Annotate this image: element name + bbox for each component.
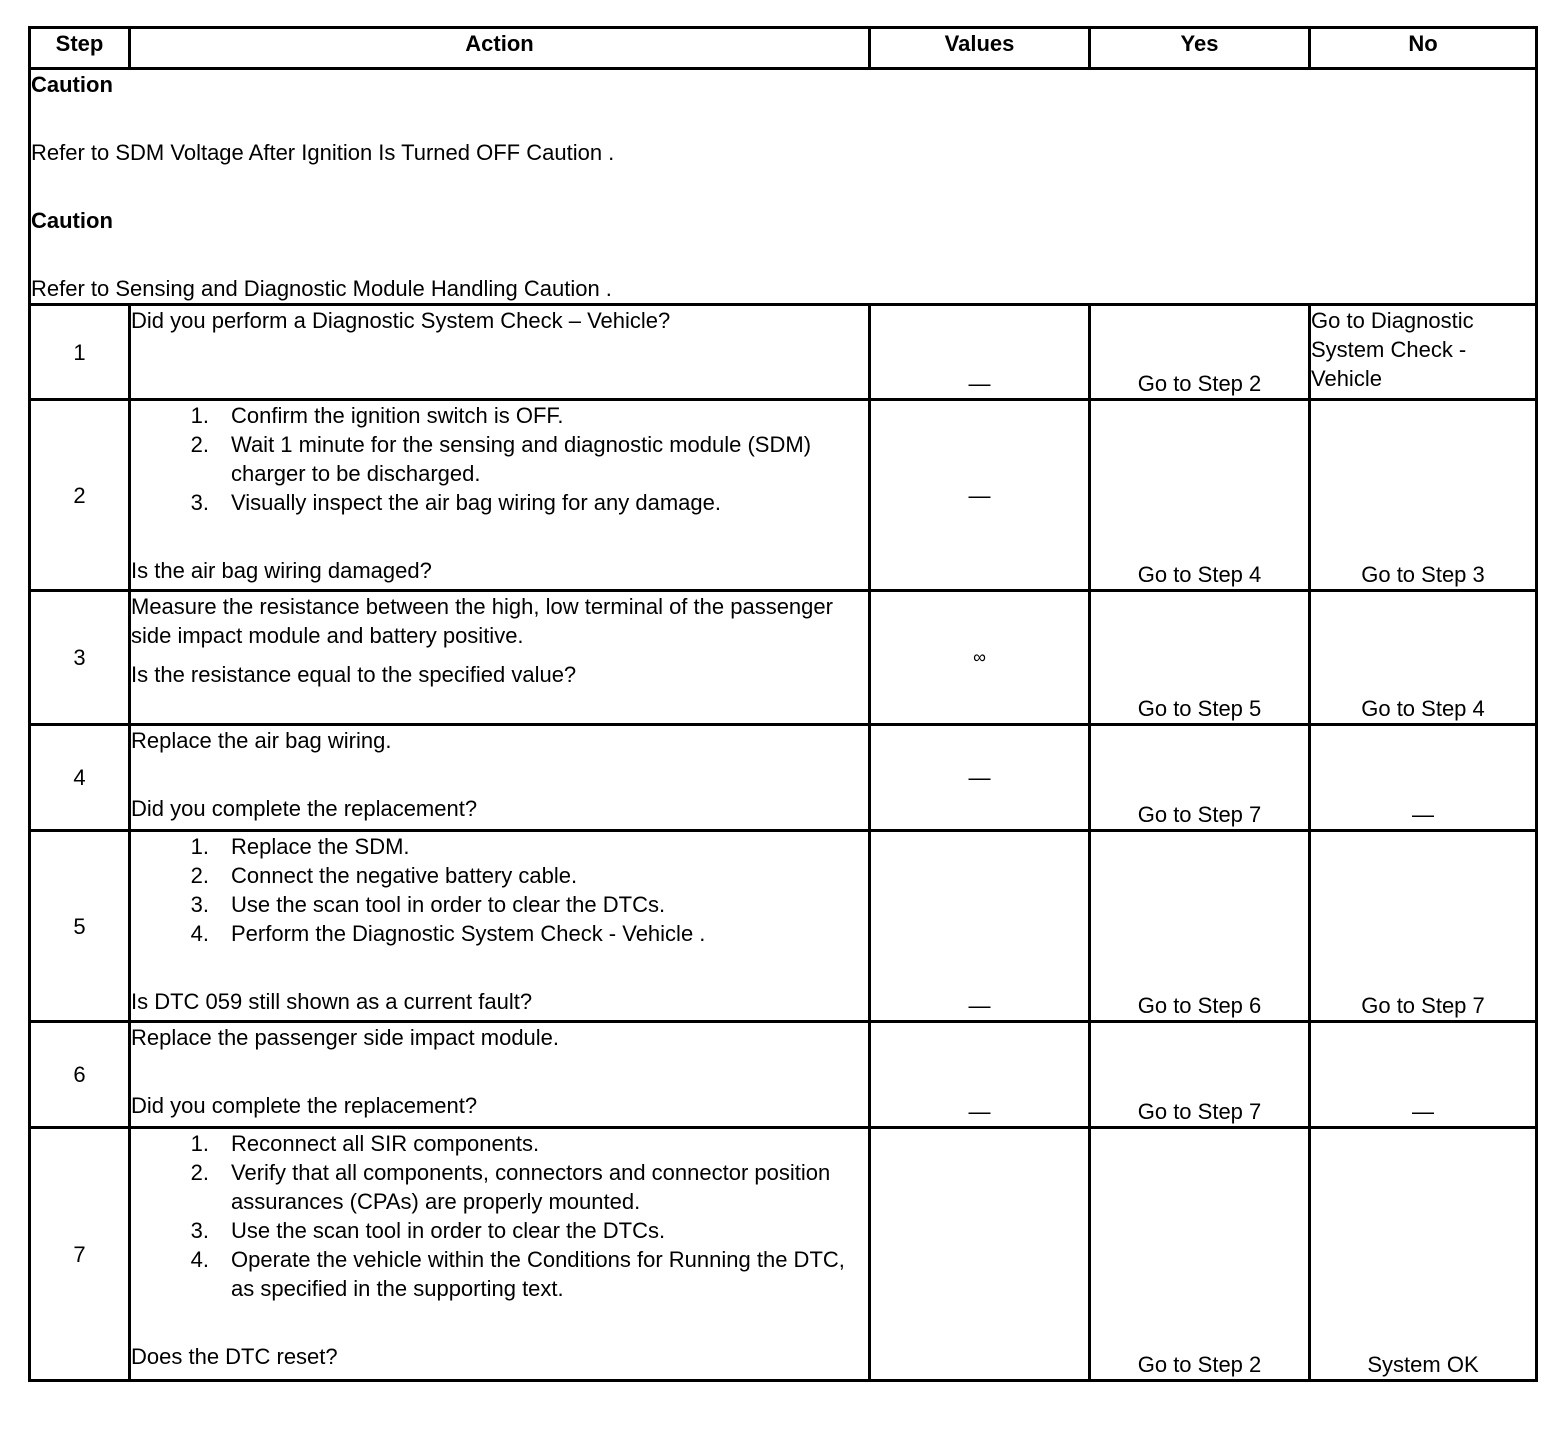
- yes-cell: Go to Step 4: [1091, 401, 1311, 592]
- action-question: Is the resistance equal to the specified value?: [131, 662, 577, 687]
- list-item: 3. Use the scan tool in order to clear the DTCs.: [190, 1218, 666, 1243]
- table-row: [31, 592, 1535, 726]
- header-yes: Yes: [1091, 29, 1311, 70]
- table-row: [31, 1129, 1535, 1379]
- table-row: [31, 306, 1535, 401]
- action-cell: [131, 306, 871, 401]
- action-question: Did you complete the replacement?: [131, 796, 478, 821]
- action-cell: [131, 832, 871, 1023]
- yes-cell: Go to Step 7: [1091, 1023, 1311, 1129]
- yes-cell: Go to Step 2: [1091, 306, 1311, 401]
- list-item: 4. Perform the Diagnostic System Check - Vehicle .: [190, 921, 706, 946]
- caution-text: Refer to Sensing and Diagnostic Module Handling Caution .: [31, 276, 612, 301]
- step-number: 4: [31, 726, 131, 832]
- step-number: 7: [31, 1129, 131, 1379]
- action-cell: [131, 592, 871, 726]
- step-number: 5: [31, 832, 131, 1023]
- caution-cell: [31, 70, 1535, 306]
- yes-cell: Go to Step 7: [1091, 726, 1311, 832]
- action-cell: [131, 401, 871, 592]
- header-step: Step: [31, 29, 131, 70]
- header-row: [31, 29, 1535, 70]
- value-cell: —: [871, 726, 1091, 832]
- action-text: Did you perform a Diagnostic System Check – Vehicle?: [131, 308, 671, 333]
- action-list: [131, 832, 868, 948]
- action-cell: [131, 1129, 871, 1379]
- list-item: 2. Verify that all components, connectors and connector position assurances (CPAs) are properly mounted.: [190, 1160, 831, 1214]
- value-cell: —: [871, 401, 1091, 592]
- action-question: Is DTC 059 still shown as a current fault?: [131, 989, 533, 1014]
- list-item: 2. Connect the negative battery cable.: [190, 863, 578, 888]
- no-cell: —: [1311, 726, 1535, 832]
- header-values: Values: [871, 29, 1091, 70]
- no-cell: Go to Step 4: [1311, 592, 1535, 726]
- table-row: [31, 832, 1535, 1023]
- list-item: 1. Reconnect all SIR components.: [190, 1131, 540, 1156]
- step-number: 1: [31, 306, 131, 401]
- value-cell: —: [871, 1023, 1091, 1129]
- action-text: Replace the passenger side impact module.: [131, 1025, 560, 1050]
- header-action: Action: [131, 29, 871, 70]
- action-text: Measure the resistance between the high, low terminal of the passenger side impact module and battery positive.: [131, 594, 833, 648]
- header-no: No: [1311, 29, 1535, 70]
- list-item: 4. Operate the vehicle within the Conditions for Running the DTC, as specified in the supporting text.: [190, 1247, 845, 1301]
- no-cell: —: [1311, 1023, 1535, 1129]
- no-cell: Go to Diagnostic System Check - Vehicle: [1311, 306, 1535, 401]
- action-cell: [131, 1023, 871, 1129]
- caution-label: Caution: [31, 208, 113, 233]
- list-item: 3. Use the scan tool in order to clear the DTCs.: [190, 892, 666, 917]
- step-number: 6: [31, 1023, 131, 1129]
- value-cell: [871, 1129, 1091, 1379]
- value-cell: —: [871, 832, 1091, 1023]
- yes-cell: Go to Step 5: [1091, 592, 1311, 726]
- action-question: Does the DTC reset?: [131, 1344, 338, 1369]
- action-list: [131, 401, 868, 517]
- yes-cell: Go to Step 2: [1091, 1129, 1311, 1379]
- table-row: [31, 401, 1535, 592]
- step-number: 2: [31, 401, 131, 592]
- action-cell: [131, 726, 871, 832]
- value-cell: —: [871, 306, 1091, 401]
- yes-cell: Go to Step 6: [1091, 832, 1311, 1023]
- caution-text: Refer to SDM Voltage After Ignition Is Turned OFF Caution .: [31, 140, 615, 165]
- table-row: [31, 726, 1535, 832]
- caution-row: [31, 70, 1535, 306]
- list-item: 3. Visually inspect the air bag wiring for any damage.: [190, 490, 721, 515]
- no-cell: Go to Step 3: [1311, 401, 1535, 592]
- action-list: [131, 1129, 868, 1303]
- diagnostic-table: [28, 26, 1538, 1382]
- value-cell: ∞: [871, 592, 1091, 726]
- list-item: 1. Confirm the ignition switch is OFF.: [190, 403, 564, 428]
- list-item: 2. Wait 1 minute for the sensing and diagnostic module (SDM) charger to be discharged.: [190, 432, 812, 486]
- action-question: Is the air bag wiring damaged?: [131, 558, 432, 583]
- action-text: Replace the air bag wiring.: [131, 728, 392, 753]
- list-item: 1. Replace the SDM.: [190, 834, 410, 859]
- no-cell: Go to Step 7: [1311, 832, 1535, 1023]
- table-row: [31, 1023, 1535, 1129]
- no-cell: System OK: [1367, 1352, 1479, 1377]
- step-number: 3: [31, 592, 131, 726]
- caution-label: Caution: [31, 72, 113, 97]
- action-question: Did you complete the replacement?: [131, 1093, 478, 1118]
